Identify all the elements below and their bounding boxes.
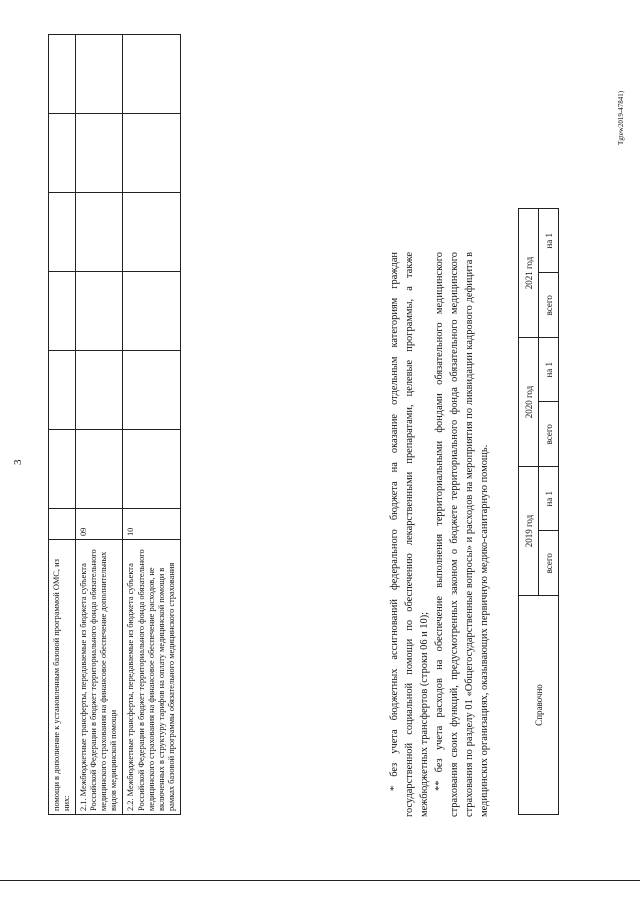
value-cell [123, 430, 180, 509]
reference-table [518, 208, 559, 815]
value-cell [76, 430, 123, 509]
value-cell [123, 35, 180, 114]
value-cell [49, 430, 76, 509]
value-cell [123, 193, 180, 272]
value-cell [49, 272, 76, 351]
document-id: Tgtew2019-47841) [617, 90, 625, 145]
year-header: 2019 год [519, 467, 539, 596]
subheader-per-one: на 1 [539, 209, 559, 274]
value-cell [76, 351, 123, 430]
subheader-per-one: на 1 [539, 338, 559, 403]
value-cell [76, 35, 123, 114]
reference-label: Справочно [519, 596, 559, 815]
page-edge-line [0, 879, 640, 881]
table-row [519, 209, 539, 815]
table-row [123, 35, 180, 815]
page-number: 3 [12, 459, 24, 465]
footnotes [387, 252, 493, 817]
footnote-2: ** без учета расходов на обеспечение выполнения территориальными фондами обязательного медицинского страхования своих функций, предусмотренных законом о бюджете территориального фонда обязательного медицинского страхования по разделу 01 «Общегосударственные вопросы» и расходов на мероприятия по ликвидации кадрового дефицита в медицинских организациях, оказывающих первичную медико-санитарную помощь. [434, 252, 491, 817]
value-cell [76, 114, 123, 193]
table-row [49, 35, 76, 815]
row-description: 2.2. Межбюджетные трансферты, передаваемые из бюджета субъекта Российской Федерации в бюджет территориального фонда обязательного медицинского страхования на финансовое обеспечение расходов, не включенных в структуру тарифов на оплату медицинской помощи в рамках базовой программы обязательного медицинского страхования [123, 540, 180, 815]
subheader-total: всего [539, 402, 559, 467]
value-cell [76, 193, 123, 272]
expenses-table [48, 34, 181, 815]
subheader-total: всего [539, 273, 559, 338]
row-code: 10 [123, 509, 180, 540]
value-cell [123, 351, 180, 430]
row-code: 09 [76, 509, 123, 540]
value-cell [76, 272, 123, 351]
subheader-per-one: на 1 [539, 467, 559, 532]
value-cell [49, 351, 76, 430]
footnote-1: * без учета бюджетных ассигнований федерального бюджета на оказание отдельным категориям граждан государственной социальной помощи по обеспечению лекарственными препаратами, целевые программы, а также межбюджетных трансфертов (строки 06 и 10); [389, 252, 431, 817]
row-description: помощи в дополнение к установленным базовой программой ОМС, из них: [49, 540, 76, 815]
value-cell [123, 272, 180, 351]
row-description: 2.1. Межбюджетные трансферты, передаваемые из бюджета субъекта Российской Федерации в бюджет территориального фонда обязательного медицинского страхования на финансовое обеспечение дополнительных видов медицинской помощи [76, 540, 123, 815]
year-header: 2021 год [519, 209, 539, 338]
subheader-total: всего [539, 531, 559, 596]
value-cell [49, 114, 76, 193]
value-cell [123, 114, 180, 193]
row-code [49, 509, 76, 540]
table-row [76, 35, 123, 815]
year-header: 2020 год [519, 338, 539, 467]
value-cell [49, 193, 76, 272]
value-cell [49, 35, 76, 114]
